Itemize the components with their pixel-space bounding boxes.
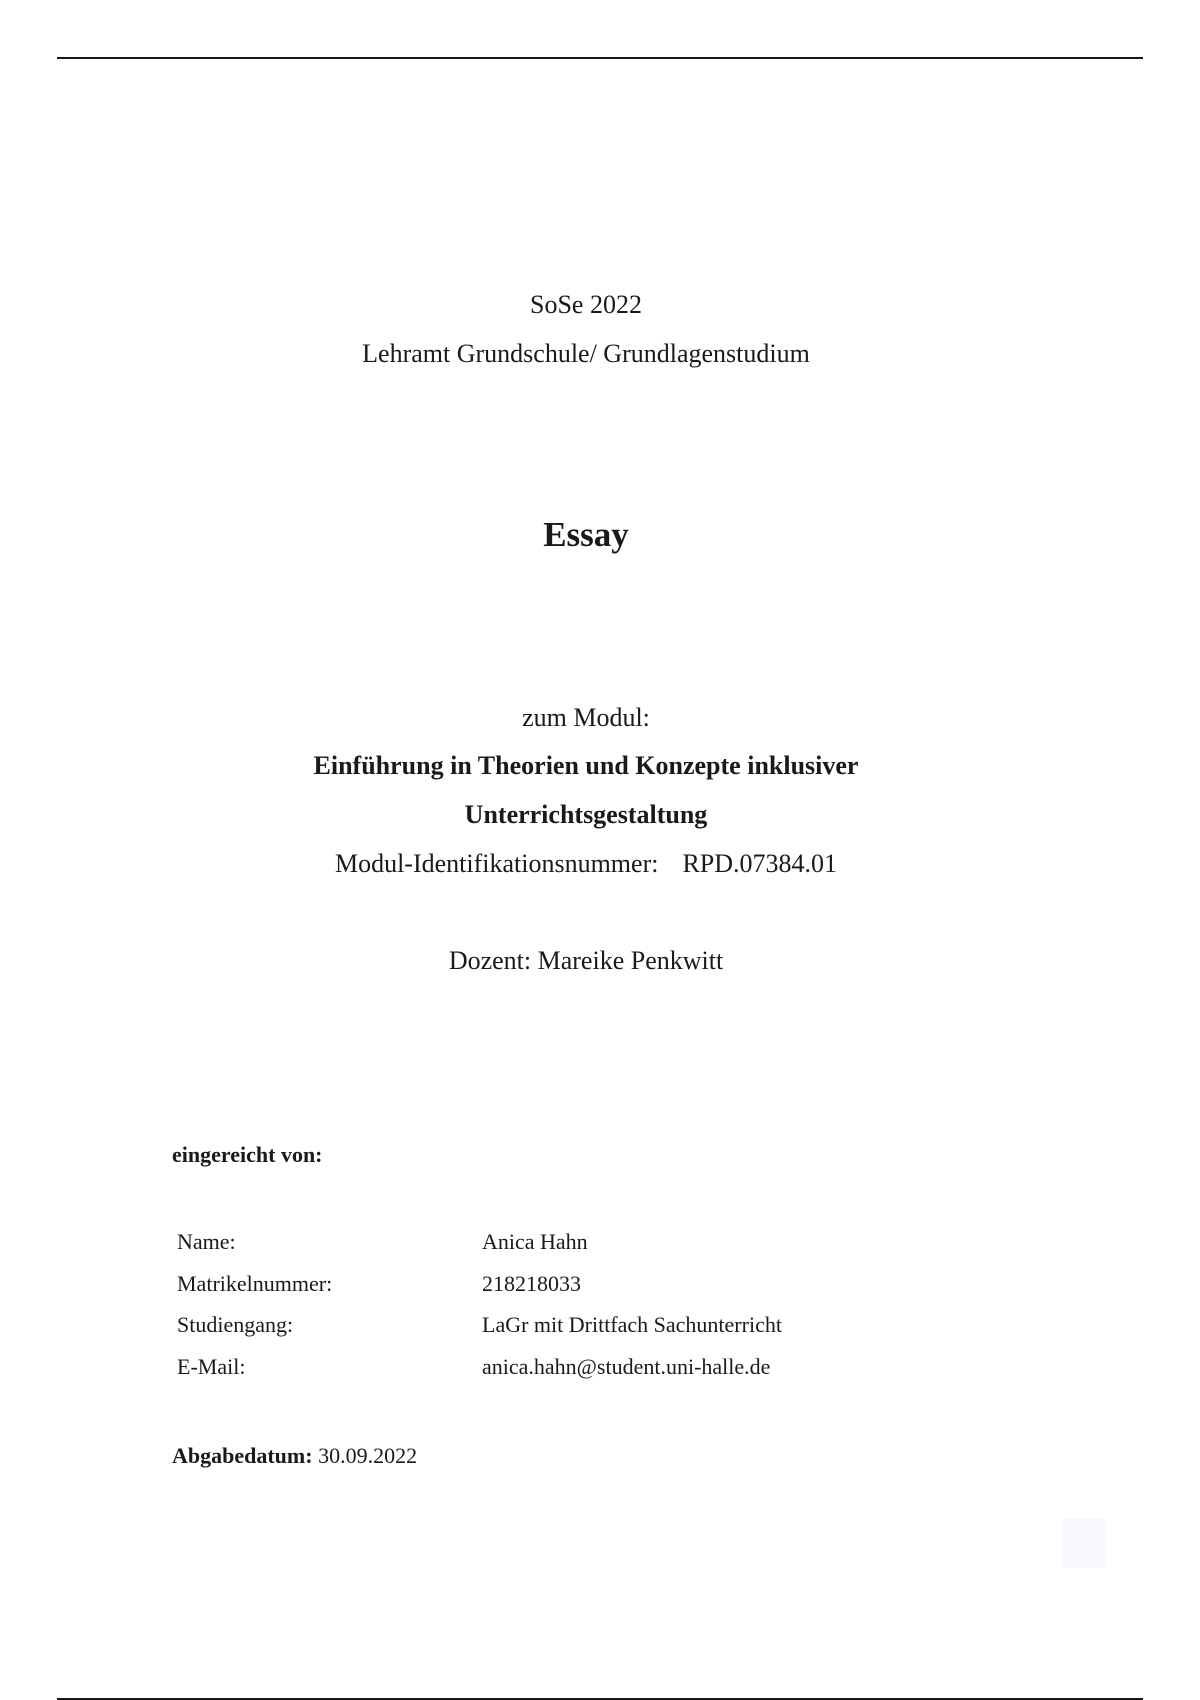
info-row-name (177, 1229, 877, 1271)
module-intro: zum Modul: (522, 703, 650, 732)
due-date-value: 30.09.2022 (318, 1443, 418, 1468)
module-id-label: Modul-Identifikationsnummer: (334, 849, 659, 878)
module-name-line-2: Unterrichtsgestaltung (464, 800, 708, 829)
lecturer: Dozent: Mareike Penkwitt (448, 946, 724, 975)
info-row-degree (177, 1312, 877, 1354)
info-value: anica.hahn@student.uni-halle.de (482, 1353, 771, 1379)
info-label: Name: (177, 1229, 236, 1254)
module-name-line-1: Einführung in Theorien und Konzepte inklusiver (313, 751, 859, 780)
info-value: Anica Hahn (482, 1229, 588, 1254)
module-id-value: RPD.07384.01 (682, 849, 838, 878)
info-value: LaGr mit Drittfach Sachunterricht (482, 1312, 782, 1337)
module-id (0, 849, 1172, 879)
info-label: Studiengang: (177, 1312, 294, 1337)
info-row-email (177, 1354, 877, 1396)
info-value: 218218033 (482, 1270, 581, 1296)
info-row-matriculation (177, 1271, 877, 1313)
document-title: Essay (543, 515, 629, 554)
semester: SoSe 2022 (530, 290, 642, 319)
info-label: Matrikelnummer: (177, 1270, 333, 1296)
submitted-by-label: eingereicht von: (172, 1142, 323, 1167)
info-label: E-Mail: (177, 1353, 246, 1379)
study-program: Lehramt Grundschule/ Grundlagenstudium (362, 339, 810, 368)
top-rule (57, 57, 1143, 59)
due-date-label: Abgabedatum: (172, 1443, 313, 1468)
faint-overlay (1062, 1518, 1106, 1568)
student-info-table (177, 1229, 877, 1395)
due-date (172, 1443, 417, 1469)
